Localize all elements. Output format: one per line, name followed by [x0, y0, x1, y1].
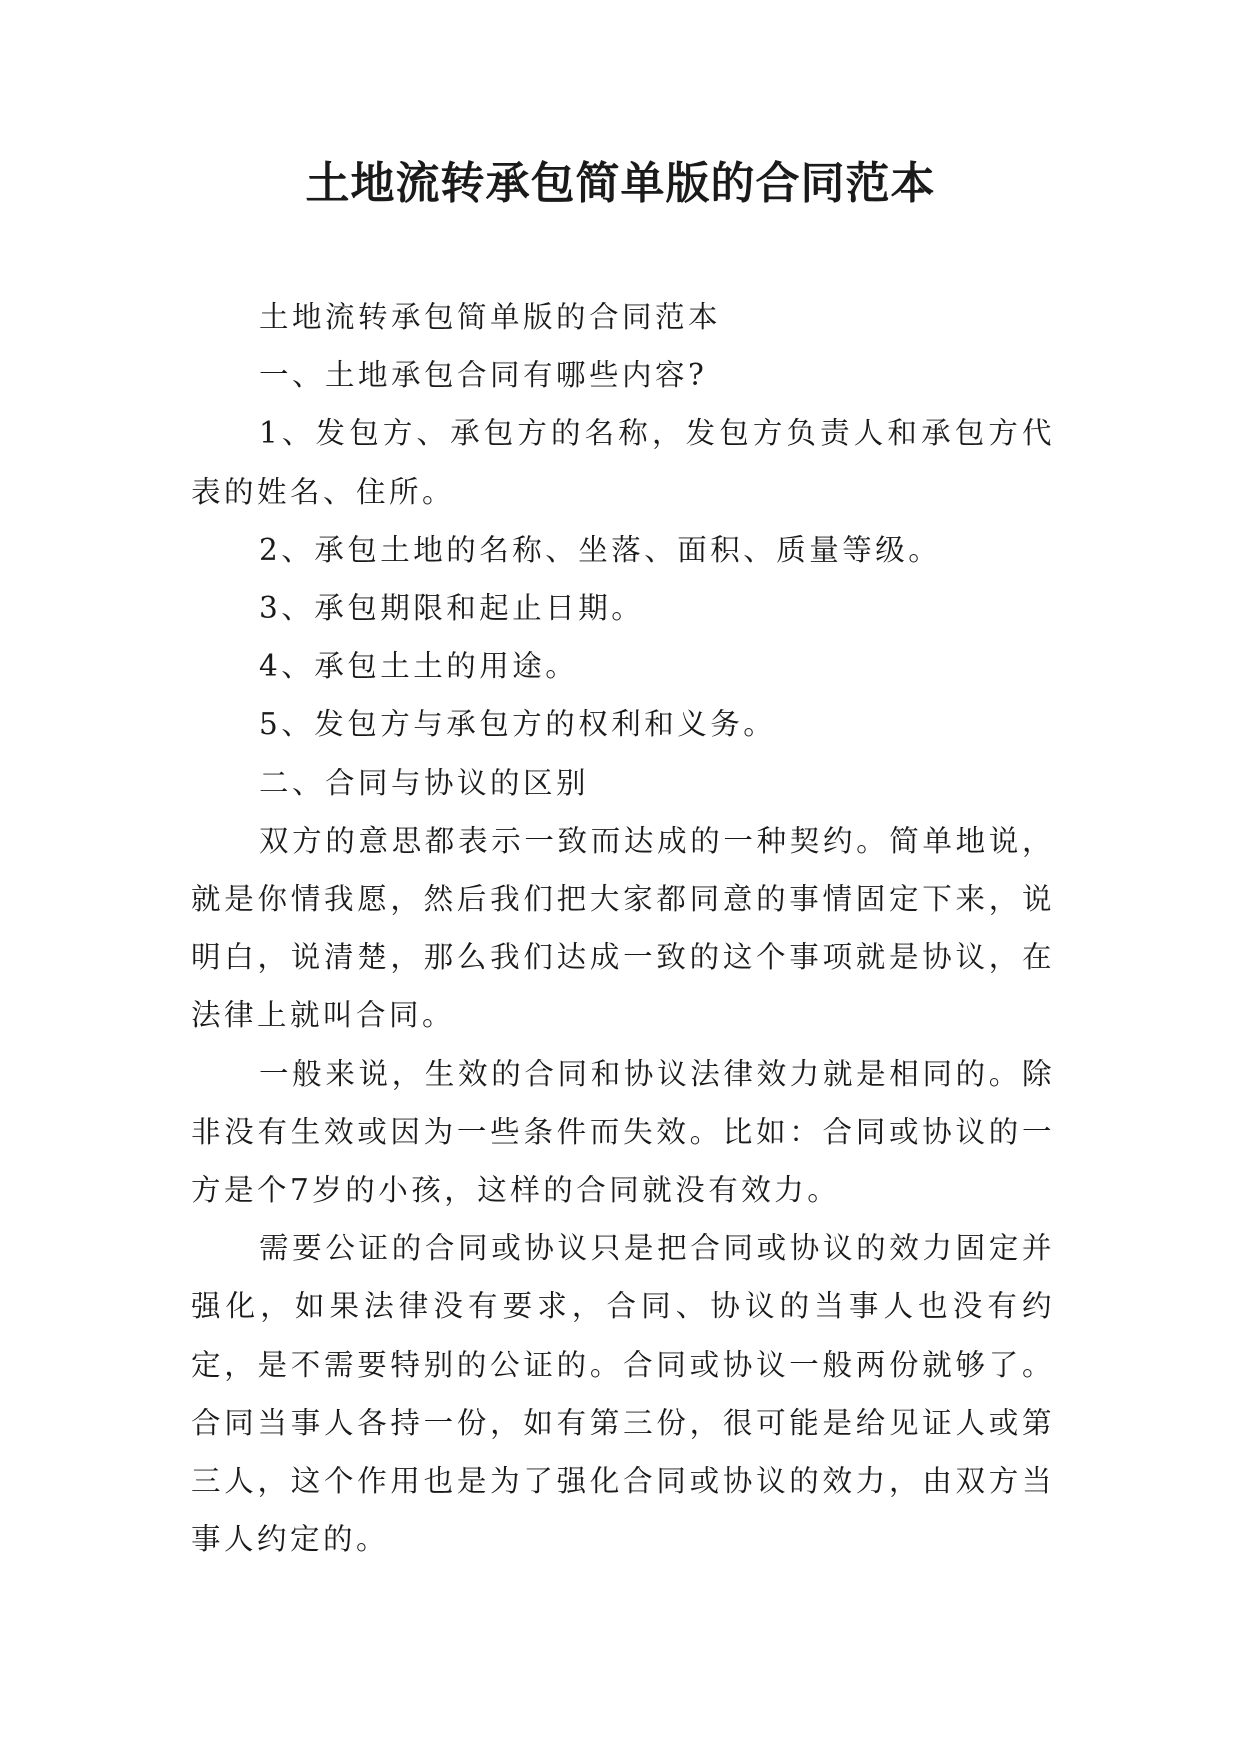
paragraph-list-item: 1、发包方、承包方的名称，发包方负责人和承包方代表的姓名、住所。 [191, 416, 1055, 509]
paragraph-body: 一般来说，生效的合同和协议法律效力就是相同的。除非没有生效或因为一些条件而失效。比如：合同或协议的一方是个7岁的小孩，这样的合同就没有效力。 [191, 1056, 1055, 1208]
paragraph-list-item: 3、承包期限和起止日期。 [259, 591, 645, 626]
paragraph-body: 需要公证的合同或协议只是把合同或协议的效力固定并强化，如果法律没有要求，合同、协议的当事人也没有约定，是不需要特别的公证的。合同或协议一般两份就够了。合同当事人各持一份，如有第三份，很可能是给见证人或第三人，这个作用也是为了强化合同或协议的效力，由双方当事人约定的。 [191, 1231, 1055, 1557]
paragraph-list-item: 2、承包土地的名称、坐落、面积、质量等级。 [259, 532, 942, 567]
paragraph-subtitle: 土地流转承包简单版的合同范本 [259, 300, 722, 334]
paragraph-section-heading: 一、土地承包合同有哪些内容? [259, 358, 708, 393]
paragraph-list-item: 5、发包方与承包方的权利和义务。 [259, 707, 777, 742]
document-title: 土地流转承包简单版的合同范本 [305, 158, 936, 209]
paragraph-section-heading: 二、合同与协议的区别 [259, 765, 590, 800]
paragraph-list-item: 4、承包土土的用途。 [259, 649, 579, 684]
paragraph-body: 双方的意思都表示一致而达成的一种契约。简单地说，就是你情我愿，然后我们把大家都同意的事情固定下来，说明白，说清楚，那么我们达成一致的这个事项就是协议，在法律上就叫合同。 [191, 823, 1055, 1033]
document-body [191, 288, 1055, 1568]
